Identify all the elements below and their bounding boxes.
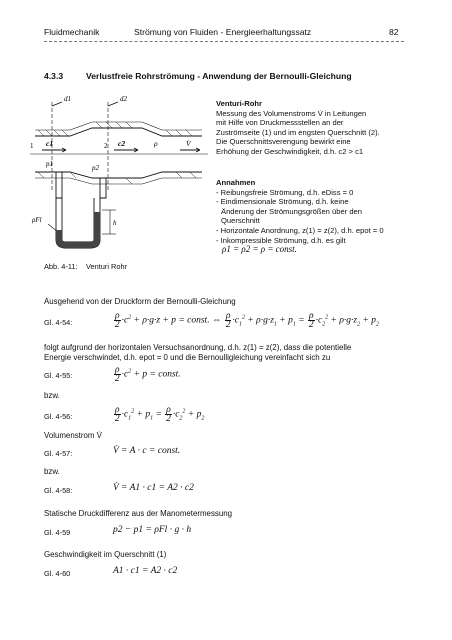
venturi-line: Zuströmseite (1) und im engsten Querschnitt (2). bbox=[216, 127, 380, 137]
section-number: 4.3.3 bbox=[44, 71, 64, 81]
assumptions-title: Annahmen bbox=[216, 178, 256, 187]
bzw-text: bzw. bbox=[44, 391, 60, 400]
label-section-2: 2 bbox=[104, 142, 108, 150]
pipe-upper-wall bbox=[35, 128, 202, 136]
equation-label: Gl. 4-56: bbox=[44, 412, 73, 421]
label-vdot: V̇ bbox=[186, 139, 191, 148]
equation-label: Gl. 4-60 bbox=[44, 569, 71, 578]
page-number: 82 bbox=[389, 27, 399, 37]
geschwindigkeit-text: Geschwindigkeit im Querschnitt (1) bbox=[44, 550, 167, 559]
label-d1: d1 bbox=[64, 95, 71, 103]
label-c2: c2 bbox=[118, 139, 126, 148]
assumption-line: - Inkompressible Strömung, d.h. es gilt bbox=[216, 235, 346, 245]
equation-4-56: $\frac{\rho}{2}$ $\cdot c_1^2 + p_1$ = $\frac{\rho}{2}$ $\cdot c_2^2 + p_2$ bbox=[114, 405, 205, 424]
equation-label: Gl. 4-57: bbox=[44, 449, 73, 458]
venturi-title: Venturi-Rohr bbox=[216, 99, 262, 108]
statisch-text: Statische Druckdifferenz aus der Manometermessung bbox=[44, 509, 233, 518]
equation-label: Gl. 4-54: bbox=[44, 318, 73, 327]
assumption-line: Querschnitt bbox=[221, 216, 260, 226]
assumptions bbox=[216, 178, 426, 255]
intro-text: Ausgehend von der Druckform der Bernoulli-Gleichung bbox=[44, 297, 236, 306]
assumption-line: Änderung der Strömungsgrößen über den bbox=[221, 206, 362, 216]
venturi-line: Die Querschnittsverengung bewirkt eine bbox=[216, 137, 351, 147]
equation-4-57: V̇ = A · c = const. bbox=[113, 446, 181, 456]
figure-caption-label: Abb. 4-11: bbox=[44, 262, 78, 271]
venturi-description bbox=[216, 99, 416, 157]
bzw-text: bzw. bbox=[44, 467, 60, 476]
equation-label: Gl. 4-55: bbox=[44, 371, 73, 380]
paragraph-line: folgt aufgrund der horizontalen Versuchsanordnung, d.h. z(1) = z(2), dass die potentielle bbox=[44, 343, 352, 352]
section-title: Verlustfreie Rohrströmung - Anwendung der Bernoulli-Gleichung bbox=[86, 71, 352, 81]
label-p2: p2 bbox=[92, 164, 99, 172]
label-section-1: 1 bbox=[30, 142, 34, 150]
figure-caption-text: Venturi Rohr bbox=[86, 262, 128, 271]
assumption-line: - Reibungsfreie Strömung, d.h. eDiss = 0 bbox=[216, 187, 354, 197]
label-rho: ρ bbox=[154, 139, 158, 148]
venturi-line: Erhöhung der Geschwindigkeit, d.h. c2 > c1 bbox=[216, 146, 364, 156]
equation-4-60: A1 · c1 = A2 · c2 bbox=[113, 566, 178, 576]
assumption-formula: ρ1 = ρ2 = ρ = const. bbox=[222, 244, 297, 255]
equation-4-54: $\frac{\rho}{2}$ $\cdot c^2 + \rho\cdot g\cdot z + p$ = const. ⇔ $\frac{\rho}{2}$ $\cdot c_1^2 + \rho\cdot g\cdot z_1 + p_1$ = $\frac{\rho}{2}$ $\cdot c_2^2 + \rho\cdot g\cdot z_2 + p_2$ bbox=[114, 311, 379, 330]
manometer-fluid bbox=[56, 212, 100, 248]
header-divider bbox=[44, 41, 404, 42]
label-p1: p1 bbox=[46, 160, 53, 168]
paragraph-line: Energie verschwindet, d.h. epot = 0 und die Bernoulligleichung vereinfacht sich zu bbox=[44, 353, 331, 362]
label-c1: c1 bbox=[46, 139, 54, 148]
label-d2: d2 bbox=[120, 95, 127, 103]
equation-4-55: $\frac{\rho}{2}$ $\cdot c^2 + p$ = const. bbox=[114, 365, 181, 384]
equation-label: Gl. 4-58: bbox=[44, 486, 73, 495]
label-rho-fl: ρFl bbox=[32, 216, 42, 224]
assumption-line: - Horizontale Anordnung, z(1) = z(2), d.h. epot = 0 bbox=[216, 225, 384, 235]
equation-4-59: p2 − p1 = ρFl · g · h bbox=[113, 525, 192, 535]
manometer-left-leg bbox=[56, 198, 100, 248]
equation-4-58: V̇ = A1 · c1 = A2 · c2 bbox=[113, 483, 194, 493]
equation-label: Gl. 4-59 bbox=[44, 528, 71, 537]
header-left: Fluidmechanik bbox=[44, 27, 100, 37]
manometer-right-leg bbox=[62, 198, 94, 242]
volumenstrom-text: Volumenstrom V̇ bbox=[44, 431, 102, 440]
venturi-line: mit Hilfe von Druckmessstellen an der bbox=[216, 118, 344, 128]
assumption-line: - Eindimensionale Strömung, d.h. keine bbox=[216, 197, 349, 207]
venturi-line: Messung des Volumenstroms V̇ in Leitungen bbox=[216, 108, 367, 118]
venturi-figure bbox=[30, 92, 210, 252]
header-center: Strömung von Fluiden - Energieerhaltungssatz bbox=[134, 27, 312, 37]
label-h: h bbox=[113, 219, 117, 227]
